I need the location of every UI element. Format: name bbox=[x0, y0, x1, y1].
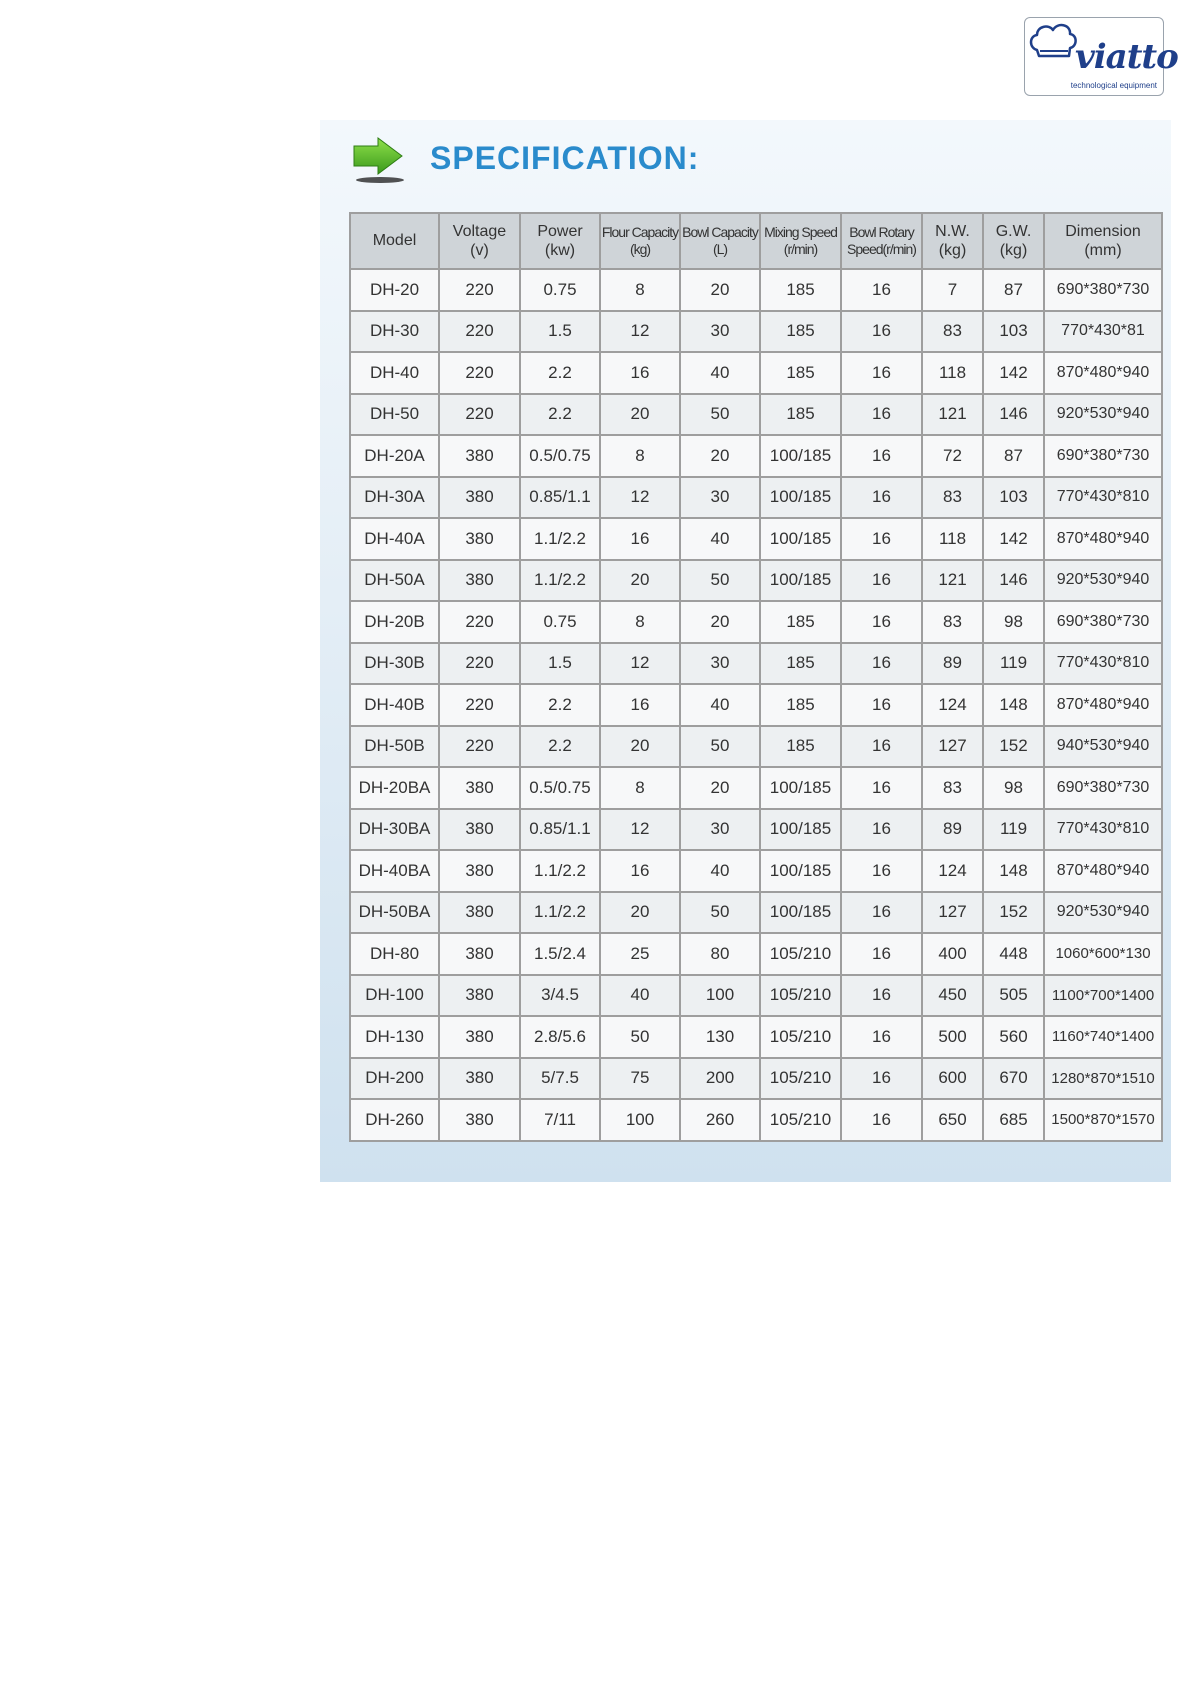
table-cell: 105/210 bbox=[760, 1016, 841, 1058]
table-cell: 16 bbox=[841, 269, 922, 311]
table-row bbox=[350, 643, 1162, 685]
table-cell: 20 bbox=[680, 767, 760, 809]
column-header bbox=[922, 213, 983, 269]
table-cell: 98 bbox=[983, 767, 1044, 809]
table-cell: 448 bbox=[983, 933, 1044, 975]
table-row bbox=[350, 850, 1162, 892]
table-row bbox=[350, 892, 1162, 934]
table-cell: 12 bbox=[600, 311, 680, 353]
table-cell: 16 bbox=[841, 1099, 922, 1141]
table-cell: 8 bbox=[600, 435, 680, 477]
table-cell: 100/185 bbox=[760, 892, 841, 934]
table-cell: 920*530*940 bbox=[1044, 892, 1162, 934]
table-cell: 1100*700*1400 bbox=[1044, 975, 1162, 1017]
table-cell: 1160*740*1400 bbox=[1044, 1016, 1162, 1058]
table-cell: 152 bbox=[983, 726, 1044, 768]
table-cell: 380 bbox=[439, 1058, 520, 1100]
specification-table bbox=[349, 212, 1163, 1142]
table-cell: 105/210 bbox=[760, 1058, 841, 1100]
table-body bbox=[350, 269, 1162, 1141]
table-cell: 505 bbox=[983, 975, 1044, 1017]
table-cell: 8 bbox=[600, 601, 680, 643]
table-cell: 670 bbox=[983, 1058, 1044, 1100]
model-cell: DH-50A bbox=[350, 560, 439, 602]
table-row bbox=[350, 1016, 1162, 1058]
table-cell: 8 bbox=[600, 767, 680, 809]
column-header-unit: (kw) bbox=[544, 242, 576, 259]
table-cell: 1.1/2.2 bbox=[520, 850, 600, 892]
table-row bbox=[350, 560, 1162, 602]
column-header-unit: (L) bbox=[712, 241, 728, 257]
table-cell: 25 bbox=[600, 933, 680, 975]
table-cell: 380 bbox=[439, 850, 520, 892]
column-header-name: Dimension bbox=[1065, 222, 1141, 240]
column-header-name: N.W. bbox=[935, 222, 970, 240]
model-cell: DH-30B bbox=[350, 643, 439, 685]
green-arrow-icon bbox=[352, 136, 408, 186]
table-cell: 650 bbox=[922, 1099, 983, 1141]
table-cell: 12 bbox=[600, 643, 680, 685]
table-cell: 16 bbox=[841, 518, 922, 560]
column-header bbox=[680, 213, 760, 269]
table-cell: 0.75 bbox=[520, 269, 600, 311]
table-cell: 0.75 bbox=[520, 601, 600, 643]
table-cell: 2.8/5.6 bbox=[520, 1016, 600, 1058]
table-cell: 1.1/2.2 bbox=[520, 892, 600, 934]
table-cell: 1.1/2.2 bbox=[520, 518, 600, 560]
brand-name: viatto bbox=[1075, 37, 1178, 77]
model-cell: DH-30A bbox=[350, 477, 439, 519]
table-cell: 220 bbox=[439, 269, 520, 311]
column-header-unit: (mm) bbox=[1084, 242, 1122, 259]
table-cell: 142 bbox=[983, 518, 1044, 560]
table-cell: 690*380*730 bbox=[1044, 601, 1162, 643]
table-cell: 1.5 bbox=[520, 311, 600, 353]
table-row bbox=[350, 809, 1162, 851]
table-cell: 100/185 bbox=[760, 518, 841, 560]
table-cell: 20 bbox=[680, 269, 760, 311]
table-cell: 20 bbox=[680, 601, 760, 643]
table-cell: 146 bbox=[983, 394, 1044, 436]
column-header-unit: Speed(r/min) bbox=[847, 241, 916, 257]
table-cell: 105/210 bbox=[760, 975, 841, 1017]
table-cell: 16 bbox=[841, 767, 922, 809]
table-row bbox=[350, 311, 1162, 353]
table-cell: 770*430*810 bbox=[1044, 809, 1162, 851]
table-row bbox=[350, 269, 1162, 311]
table-cell: 185 bbox=[760, 601, 841, 643]
table-cell: 100 bbox=[600, 1099, 680, 1141]
table-cell: 118 bbox=[922, 352, 983, 394]
model-cell: DH-40B bbox=[350, 684, 439, 726]
table-cell: 50 bbox=[600, 1016, 680, 1058]
model-cell: DH-20B bbox=[350, 601, 439, 643]
table-cell: 770*430*810 bbox=[1044, 643, 1162, 685]
table-cell: 16 bbox=[841, 1058, 922, 1100]
model-cell: DH-100 bbox=[350, 975, 439, 1017]
table-cell: 2.2 bbox=[520, 684, 600, 726]
table-row bbox=[350, 352, 1162, 394]
table-cell: 16 bbox=[600, 352, 680, 394]
column-header-name: Flour Capacity bbox=[601, 224, 679, 241]
table-cell: 87 bbox=[983, 269, 1044, 311]
table-cell: 380 bbox=[439, 809, 520, 851]
table-cell: 870*480*940 bbox=[1044, 850, 1162, 892]
viatto-logo bbox=[1024, 17, 1178, 96]
table-cell: 98 bbox=[983, 601, 1044, 643]
table-cell: 450 bbox=[922, 975, 983, 1017]
table-cell: 16 bbox=[600, 518, 680, 560]
column-header bbox=[983, 213, 1044, 269]
table-header bbox=[350, 213, 1162, 269]
table-cell: 16 bbox=[841, 1016, 922, 1058]
table-cell: 83 bbox=[922, 477, 983, 519]
table-cell: 7/11 bbox=[520, 1099, 600, 1141]
column-header-name: Voltage bbox=[452, 222, 507, 240]
table-cell: 119 bbox=[983, 809, 1044, 851]
table-cell: 105/210 bbox=[760, 933, 841, 975]
table-cell: 690*380*730 bbox=[1044, 767, 1162, 809]
column-header bbox=[439, 213, 520, 269]
model-cell: DH-80 bbox=[350, 933, 439, 975]
table-cell: 100/185 bbox=[760, 560, 841, 602]
table-cell: 40 bbox=[600, 975, 680, 1017]
column-header-name: G.W. bbox=[995, 222, 1032, 240]
table-cell: 40 bbox=[680, 352, 760, 394]
table-cell: 920*530*940 bbox=[1044, 560, 1162, 602]
table-cell: 185 bbox=[760, 352, 841, 394]
model-cell: DH-200 bbox=[350, 1058, 439, 1100]
table-cell: 940*530*940 bbox=[1044, 726, 1162, 768]
table-cell: 220 bbox=[439, 394, 520, 436]
table-cell: 20 bbox=[680, 435, 760, 477]
model-cell: DH-30 bbox=[350, 311, 439, 353]
table-cell: 16 bbox=[841, 809, 922, 851]
table-cell: 16 bbox=[841, 726, 922, 768]
model-cell: DH-30BA bbox=[350, 809, 439, 851]
column-header-name: Power bbox=[537, 222, 583, 240]
table-cell: 870*480*940 bbox=[1044, 684, 1162, 726]
table-cell: 100/185 bbox=[760, 809, 841, 851]
table-cell: 870*480*940 bbox=[1044, 352, 1162, 394]
table-cell: 103 bbox=[983, 477, 1044, 519]
table-cell: 185 bbox=[760, 269, 841, 311]
model-cell: DH-130 bbox=[350, 1016, 439, 1058]
column-header bbox=[520, 213, 600, 269]
table-cell: 16 bbox=[841, 435, 922, 477]
table-cell: 20 bbox=[600, 560, 680, 602]
table-cell: 16 bbox=[600, 684, 680, 726]
table-cell: 119 bbox=[983, 643, 1044, 685]
table-cell: 185 bbox=[760, 726, 841, 768]
table-cell: 146 bbox=[983, 560, 1044, 602]
table-cell: 16 bbox=[841, 684, 922, 726]
table-cell: 20 bbox=[600, 892, 680, 934]
table-cell: 220 bbox=[439, 726, 520, 768]
column-header bbox=[1044, 213, 1162, 269]
table-cell: 5/7.5 bbox=[520, 1058, 600, 1100]
table-cell: 121 bbox=[922, 560, 983, 602]
table-row bbox=[350, 1058, 1162, 1100]
column-header bbox=[600, 213, 680, 269]
model-cell: DH-40 bbox=[350, 352, 439, 394]
table-cell: 380 bbox=[439, 892, 520, 934]
table-cell: 127 bbox=[922, 892, 983, 934]
table-cell: 83 bbox=[922, 767, 983, 809]
table-row bbox=[350, 601, 1162, 643]
section-title: SPECIFICATION: bbox=[430, 140, 700, 176]
table-cell: 200 bbox=[680, 1058, 760, 1100]
table-cell: 0.5/0.75 bbox=[520, 767, 600, 809]
brand-tagline: technological equipment bbox=[1070, 81, 1157, 90]
table-cell: 124 bbox=[922, 850, 983, 892]
table-cell: 16 bbox=[841, 394, 922, 436]
table-cell: 100 bbox=[680, 975, 760, 1017]
table-cell: 80 bbox=[680, 933, 760, 975]
table-row bbox=[350, 394, 1162, 436]
table-row bbox=[350, 975, 1162, 1017]
table-cell: 16 bbox=[841, 892, 922, 934]
header-row bbox=[350, 213, 1162, 269]
model-cell: DH-40BA bbox=[350, 850, 439, 892]
table-cell: 89 bbox=[922, 643, 983, 685]
table-cell: 50 bbox=[680, 892, 760, 934]
table-cell: 220 bbox=[439, 643, 520, 685]
table-cell: 185 bbox=[760, 643, 841, 685]
column-header-unit: (kg) bbox=[999, 242, 1028, 259]
table-cell: 1280*870*1510 bbox=[1044, 1058, 1162, 1100]
table-cell: 89 bbox=[922, 809, 983, 851]
table-cell: 16 bbox=[841, 850, 922, 892]
table-cell: 770*430*810 bbox=[1044, 477, 1162, 519]
table-cell: 685 bbox=[983, 1099, 1044, 1141]
model-cell: DH-20BA bbox=[350, 767, 439, 809]
table-cell: 400 bbox=[922, 933, 983, 975]
model-cell: DH-50BA bbox=[350, 892, 439, 934]
table-cell: 0.85/1.1 bbox=[520, 809, 600, 851]
model-cell: DH-260 bbox=[350, 1099, 439, 1141]
table-cell: 40 bbox=[680, 518, 760, 560]
table-cell: 20 bbox=[600, 394, 680, 436]
table-cell: 380 bbox=[439, 1016, 520, 1058]
column-header-name: Model bbox=[372, 232, 417, 250]
specification-panel bbox=[320, 120, 1171, 1182]
table-cell: 1060*600*130 bbox=[1044, 933, 1162, 975]
table-cell: 121 bbox=[922, 394, 983, 436]
column-header-name: Mixing Speed bbox=[764, 224, 837, 241]
table-cell: 40 bbox=[680, 684, 760, 726]
table-cell: 127 bbox=[922, 726, 983, 768]
table-cell: 220 bbox=[439, 352, 520, 394]
table-cell: 20 bbox=[600, 726, 680, 768]
table-cell: 7 bbox=[922, 269, 983, 311]
table-cell: 142 bbox=[983, 352, 1044, 394]
table-cell: 185 bbox=[760, 394, 841, 436]
table-cell: 1.5/2.4 bbox=[520, 933, 600, 975]
table-cell: 0.85/1.1 bbox=[520, 477, 600, 519]
table-row bbox=[350, 767, 1162, 809]
table-cell: 2.2 bbox=[520, 394, 600, 436]
column-header bbox=[841, 213, 922, 269]
table-cell: 130 bbox=[680, 1016, 760, 1058]
table-cell: 690*380*730 bbox=[1044, 435, 1162, 477]
table-cell: 690*380*730 bbox=[1044, 269, 1162, 311]
table-cell: 40 bbox=[680, 850, 760, 892]
table-cell: 16 bbox=[841, 975, 922, 1017]
table-cell: 30 bbox=[680, 311, 760, 353]
table-row bbox=[350, 933, 1162, 975]
table-cell: 380 bbox=[439, 975, 520, 1017]
table-row bbox=[350, 684, 1162, 726]
model-cell: DH-40A bbox=[350, 518, 439, 560]
table-cell: 50 bbox=[680, 726, 760, 768]
table-cell: 12 bbox=[600, 477, 680, 519]
table-cell: 100/185 bbox=[760, 767, 841, 809]
table-cell: 560 bbox=[983, 1016, 1044, 1058]
table-cell: 220 bbox=[439, 684, 520, 726]
column-header-unit: (kg) bbox=[629, 241, 651, 257]
table-cell: 16 bbox=[841, 477, 922, 519]
table-cell: 1500*870*1570 bbox=[1044, 1099, 1162, 1141]
table-cell: 8 bbox=[600, 269, 680, 311]
table-cell: 100/185 bbox=[760, 435, 841, 477]
table-cell: 870*480*940 bbox=[1044, 518, 1162, 560]
table-cell: 380 bbox=[439, 477, 520, 519]
table-cell: 380 bbox=[439, 435, 520, 477]
table-cell: 3/4.5 bbox=[520, 975, 600, 1017]
column-header-name: Bowl Capacity bbox=[682, 224, 758, 241]
table-cell: 16 bbox=[841, 311, 922, 353]
table-cell: 50 bbox=[680, 394, 760, 436]
table-cell: 770*430*81 bbox=[1044, 311, 1162, 353]
table-cell: 16 bbox=[841, 933, 922, 975]
table-cell: 220 bbox=[439, 601, 520, 643]
model-cell: DH-50B bbox=[350, 726, 439, 768]
table-cell: 72 bbox=[922, 435, 983, 477]
table-cell: 103 bbox=[983, 311, 1044, 353]
table-cell: 83 bbox=[922, 601, 983, 643]
table-row bbox=[350, 1099, 1162, 1141]
table-row bbox=[350, 726, 1162, 768]
table-cell: 30 bbox=[680, 477, 760, 519]
table-cell: 16 bbox=[600, 850, 680, 892]
table-cell: 30 bbox=[680, 809, 760, 851]
table-cell: 380 bbox=[439, 560, 520, 602]
table-cell: 100/185 bbox=[760, 850, 841, 892]
table-row bbox=[350, 518, 1162, 560]
table-cell: 16 bbox=[841, 352, 922, 394]
table-cell: 152 bbox=[983, 892, 1044, 934]
table-cell: 100/185 bbox=[760, 477, 841, 519]
column-header-name: Bowl Rotary bbox=[849, 224, 914, 241]
table-cell: 380 bbox=[439, 933, 520, 975]
column-header bbox=[350, 213, 439, 269]
model-cell: DH-20A bbox=[350, 435, 439, 477]
table-cell: 105/210 bbox=[760, 1099, 841, 1141]
table-cell: 50 bbox=[680, 560, 760, 602]
table-cell: 380 bbox=[439, 1099, 520, 1141]
table-row bbox=[350, 477, 1162, 519]
table-cell: 16 bbox=[841, 560, 922, 602]
table-cell: 380 bbox=[439, 518, 520, 560]
table-cell: 148 bbox=[983, 850, 1044, 892]
table-cell: 16 bbox=[841, 643, 922, 685]
table-cell: 220 bbox=[439, 311, 520, 353]
table-cell: 185 bbox=[760, 684, 841, 726]
table-cell: 148 bbox=[983, 684, 1044, 726]
table-cell: 118 bbox=[922, 518, 983, 560]
table-cell: 185 bbox=[760, 311, 841, 353]
table-cell: 2.2 bbox=[520, 726, 600, 768]
table-cell: 2.2 bbox=[520, 352, 600, 394]
table-row bbox=[350, 435, 1162, 477]
table-cell: 500 bbox=[922, 1016, 983, 1058]
column-header-unit: (r/min) bbox=[783, 241, 818, 257]
table-cell: 260 bbox=[680, 1099, 760, 1141]
table-cell: 83 bbox=[922, 311, 983, 353]
model-cell: DH-20 bbox=[350, 269, 439, 311]
table-cell: 30 bbox=[680, 643, 760, 685]
table-cell: 12 bbox=[600, 809, 680, 851]
column-header-unit: (kg) bbox=[938, 242, 967, 259]
column-header bbox=[760, 213, 841, 269]
table-cell: 124 bbox=[922, 684, 983, 726]
model-cell: DH-50 bbox=[350, 394, 439, 436]
table-cell: 0.5/0.75 bbox=[520, 435, 600, 477]
table-cell: 380 bbox=[439, 767, 520, 809]
table-cell: 920*530*940 bbox=[1044, 394, 1162, 436]
table-cell: 87 bbox=[983, 435, 1044, 477]
column-header-unit: (v) bbox=[470, 242, 489, 259]
table-cell: 600 bbox=[922, 1058, 983, 1100]
table-cell: 1.5 bbox=[520, 643, 600, 685]
table-cell: 1.1/2.2 bbox=[520, 560, 600, 602]
table-cell: 16 bbox=[841, 601, 922, 643]
table-cell: 75 bbox=[600, 1058, 680, 1100]
